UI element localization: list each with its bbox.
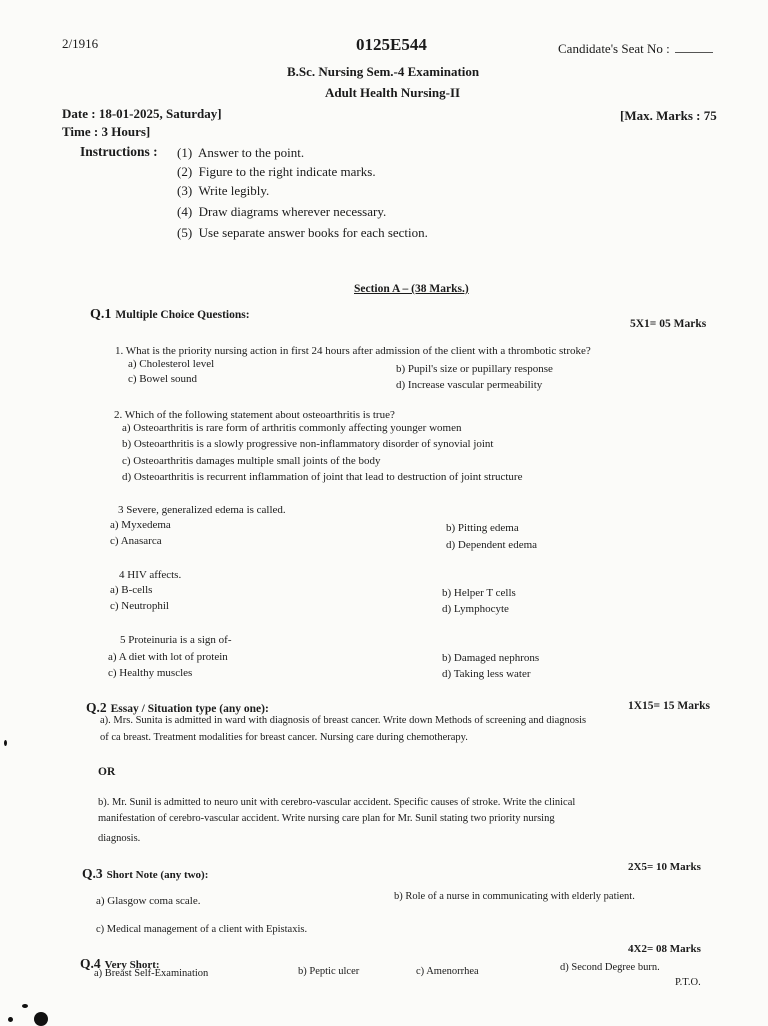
instruction-item: (4) Draw diagrams wherever necessary. xyxy=(177,204,387,219)
q4-option: b) Peptic ulcer xyxy=(298,966,360,977)
instruction-item: (1) Answer to the point. xyxy=(177,145,305,160)
ink-smudge xyxy=(4,740,7,746)
page-ref: 2/1916 xyxy=(62,36,99,51)
mcq-option: d) Osteoarthritis is recurrent inflammation of joint that lead to destruction of joint structure xyxy=(122,471,523,483)
q2-option-b: b). Mr. Sunil is admitted to neuro unit with cerebro-vascular accident. Specific causes of stroke. Write the clinical xyxy=(98,797,576,808)
instruction-item: (2) Figure to the right indicate marks. xyxy=(177,164,376,179)
mcq-option: c) Healthy muscles xyxy=(108,667,193,679)
mcq-question: 1. What is the priority nursing action in first 24 hours after admission of the client with a thrombotic stroke? xyxy=(115,345,591,357)
mcq-option: a) A diet with lot of protein xyxy=(108,651,228,663)
q4-heading: Q.4 Very Short: xyxy=(80,956,160,971)
q2-option-a: of ca breast. Treatment modalities for breast cancer. Nursing care during chemotherapy. xyxy=(100,732,468,743)
q3-marks: 2X5= 10 Marks xyxy=(628,861,701,873)
mcq-option: a) Myxedema xyxy=(110,519,171,531)
mcq-option: b) Helper T cells xyxy=(442,587,516,599)
mcq-option: c) Neutrophil xyxy=(110,600,169,612)
q4-option: a) Breast Self-Examination xyxy=(94,968,209,979)
q2-option-b: manifestation of cerebro-vascular accident. Write nursing care plan for Mr. Sunil stating two priority nursing xyxy=(98,813,555,824)
mcq-option: a) B-cells xyxy=(110,584,153,596)
q2-heading: Q.2 Essay / Situation type (any one): xyxy=(86,700,269,715)
mcq-option: d) Lymphocyte xyxy=(442,603,509,615)
q4-marks: 4X2= 08 Marks xyxy=(628,943,701,955)
q2-marks: 1X15= 15 Marks xyxy=(628,700,710,712)
q3-heading: Q.3 Short Note (any two): xyxy=(82,866,209,881)
mcq-option: b) Osteoarthritis is a slowly progressive non-inflammatory disorder of synovial joint xyxy=(122,438,494,450)
seat-label: Candidate's Seat No : xyxy=(558,41,713,57)
exam-title: B.Sc. Nursing Sem.-4 Examination xyxy=(287,64,480,79)
q4-option: c) Amenorrhea xyxy=(416,966,479,977)
max-marks: [Max. Marks : 75 xyxy=(620,108,717,123)
q4-option: d) Second Degree burn. xyxy=(560,962,660,973)
mcq-option: b) Pupil's size or pupillary response xyxy=(396,363,553,375)
seat-blank xyxy=(675,52,713,53)
pto-note: P.T.O. xyxy=(675,977,701,988)
mcq-option: b) Pitting edema xyxy=(446,522,519,534)
exam-time: Time : 3 Hours] xyxy=(62,124,151,139)
section-a-title: Section A – (38 Marks.) xyxy=(354,283,469,295)
q2-option-a: a). Mrs. Sunita is admitted in ward with diagnosis of breast cancer. Write down Methods of screening and diagnosis xyxy=(100,715,587,726)
q2-option-b: diagnosis. xyxy=(98,833,141,844)
q1-marks: 5X1= 05 Marks xyxy=(630,318,707,330)
instruction-item: (5) Use separate answer books for each section. xyxy=(177,225,428,240)
q1-heading: Q.1 Multiple Choice Questions: xyxy=(90,307,250,322)
mcq-option: c) Bowel sound xyxy=(128,373,198,385)
mcq-question: 5 Proteinuria is a sign of- xyxy=(120,634,232,646)
q3-option: a) Glasgow coma scale. xyxy=(96,895,201,907)
mcq-option: d) Increase vascular permeability xyxy=(396,379,543,391)
mcq-option: d) Dependent edema xyxy=(446,539,538,551)
instructions-label: Instructions : xyxy=(80,144,158,159)
subject-title: Adult Health Nursing-II xyxy=(325,85,461,100)
paper-code: 0125E544 xyxy=(356,35,427,54)
exam-date: Date : 18-01-2025, Saturday] xyxy=(62,106,222,121)
mcq-question: 2. Which of the following statement about osteoarthritis is true? xyxy=(114,409,395,421)
ink-smudge xyxy=(8,1017,13,1022)
instruction-item: (3) Write legibly. xyxy=(177,183,270,198)
q2-or: OR xyxy=(98,766,116,778)
ink-smudge xyxy=(22,1004,28,1008)
mcq-option: c) Anasarca xyxy=(110,535,162,547)
mcq-option: c) Osteoarthritis damages multiple small joints of the body xyxy=(122,455,381,467)
mcq-option: a) Cholesterol level xyxy=(128,358,215,370)
mcq-question: 3 Severe, generalized edema is called. xyxy=(118,504,286,516)
mcq-option: b) Damaged nephrons xyxy=(442,652,540,664)
mcq-question: 4 HIV affects. xyxy=(119,569,182,581)
q3-option: c) Medical management of a client with Epistaxis. xyxy=(96,924,308,935)
q3-option: b) Role of a nurse in communicating with elderly patient. xyxy=(394,891,635,902)
mcq-option: a) Osteoarthritis is rare form of arthritis commonly affecting younger women xyxy=(122,422,462,434)
mcq-option: d) Taking less water xyxy=(442,668,531,680)
